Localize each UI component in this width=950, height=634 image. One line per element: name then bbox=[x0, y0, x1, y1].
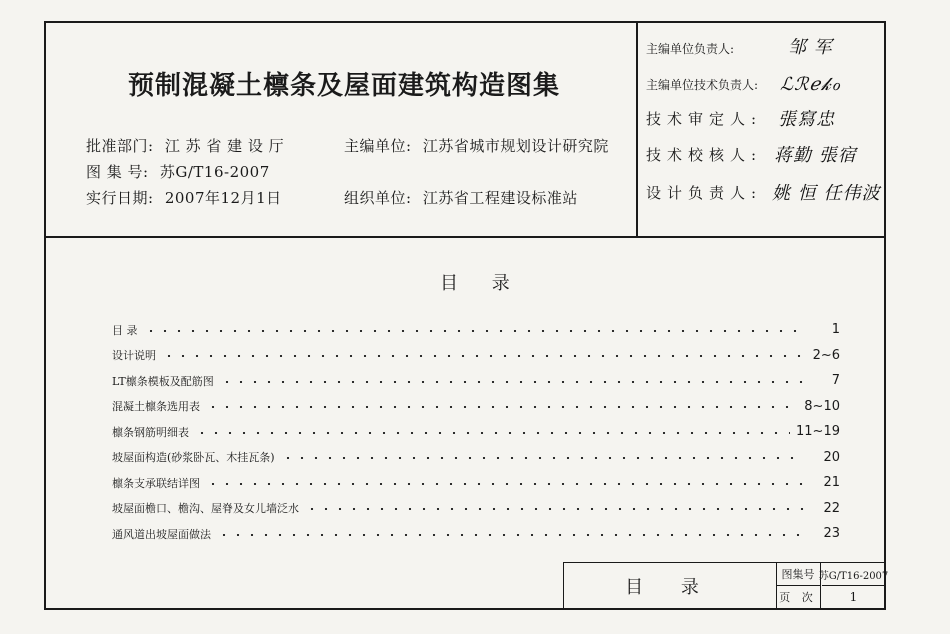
signature-row-tech-lead bbox=[646, 67, 882, 97]
toc-item[interactable]: 混凝土檩条选用表 8~10 bbox=[112, 398, 840, 414]
leader-dots bbox=[144, 330, 805, 332]
atlas-no-value: 苏G/T16-2007 bbox=[822, 563, 885, 586]
signature-block bbox=[636, 23, 886, 236]
leader-dots bbox=[195, 432, 790, 434]
signature-row-designer bbox=[646, 177, 882, 207]
title-block-name: 目 录 bbox=[564, 563, 777, 609]
drawing-sheet bbox=[44, 21, 889, 610]
leader-dots bbox=[281, 457, 804, 459]
toc-item[interactable]: 檩条支承联结详图 21 bbox=[112, 475, 840, 491]
organizer-unit: 组织单位: 江苏省工程建设标准站 bbox=[344, 189, 578, 207]
signature-mark: 邹 军 bbox=[788, 37, 833, 58]
signature-label: 技术审定人: bbox=[646, 110, 763, 128]
signature-row-approver bbox=[646, 103, 882, 133]
signature-row-checker bbox=[646, 139, 882, 169]
leader-dots bbox=[162, 355, 804, 357]
toc-item[interactable]: 檩条钢筋明细表 11~19 bbox=[112, 424, 840, 440]
drawing-title-block bbox=[563, 562, 889, 609]
toc-item[interactable]: 通风道出坡屋面做法 23 bbox=[112, 526, 840, 542]
signature-mark: 姚 恒 任伟波 bbox=[772, 183, 881, 204]
toc-item[interactable]: LT檩条模板及配筋图 7 bbox=[112, 373, 840, 389]
effective-date: 实行日期: 2007年12月1日 bbox=[86, 189, 282, 207]
header-block bbox=[46, 23, 884, 238]
toc-item[interactable]: 设计说明 2~6 bbox=[112, 347, 840, 363]
signature-label: 设计负责人: bbox=[646, 184, 763, 202]
toc-item[interactable]: 目 录 1 bbox=[112, 322, 840, 338]
signature-mark: ℒℛℯ𝓀ℴ bbox=[780, 74, 841, 95]
signature-label: 主编单位负责人: bbox=[646, 42, 735, 56]
leader-dots bbox=[206, 406, 798, 408]
leader-dots bbox=[220, 381, 804, 383]
page-number: 1 bbox=[849, 590, 858, 604]
toc-item[interactable]: 坡屋面构造(砂浆卧瓦、木挂瓦条) 20 bbox=[112, 449, 840, 465]
atlas-no-label: 图集号 bbox=[776, 563, 821, 586]
signature-mark: 蒋勤 張宿 bbox=[774, 145, 857, 166]
signature-label: 技术校核人: bbox=[646, 146, 763, 164]
toc-item[interactable]: 坡屋面檐口、檐沟、屋脊及女儿墙泛水 22 bbox=[112, 500, 840, 516]
header-info bbox=[46, 23, 636, 236]
atlas-number: 图 集 号: 苏G/T16-2007 bbox=[86, 163, 270, 181]
table-of-contents bbox=[112, 317, 840, 547]
atlas-title: 预制混凝土檩条及屋面建筑构造图集 bbox=[128, 71, 561, 101]
signature-mark: 張寫忠 bbox=[778, 109, 835, 130]
toc-title: 目 录 bbox=[440, 273, 524, 294]
signature-label: 主编单位技术负责人: bbox=[646, 78, 759, 92]
approval-dept: 批准部门: 江 苏 省 建 设 厅 bbox=[86, 137, 285, 155]
signature-row-chief-unit bbox=[646, 31, 882, 61]
leader-dots bbox=[206, 483, 804, 485]
page-label: 页 次 bbox=[776, 586, 821, 608]
leader-dots bbox=[305, 508, 804, 510]
chief-editor-unit: 主编单位: 江苏省城市规划设计研究院 bbox=[344, 137, 609, 155]
leader-dots bbox=[217, 534, 804, 536]
